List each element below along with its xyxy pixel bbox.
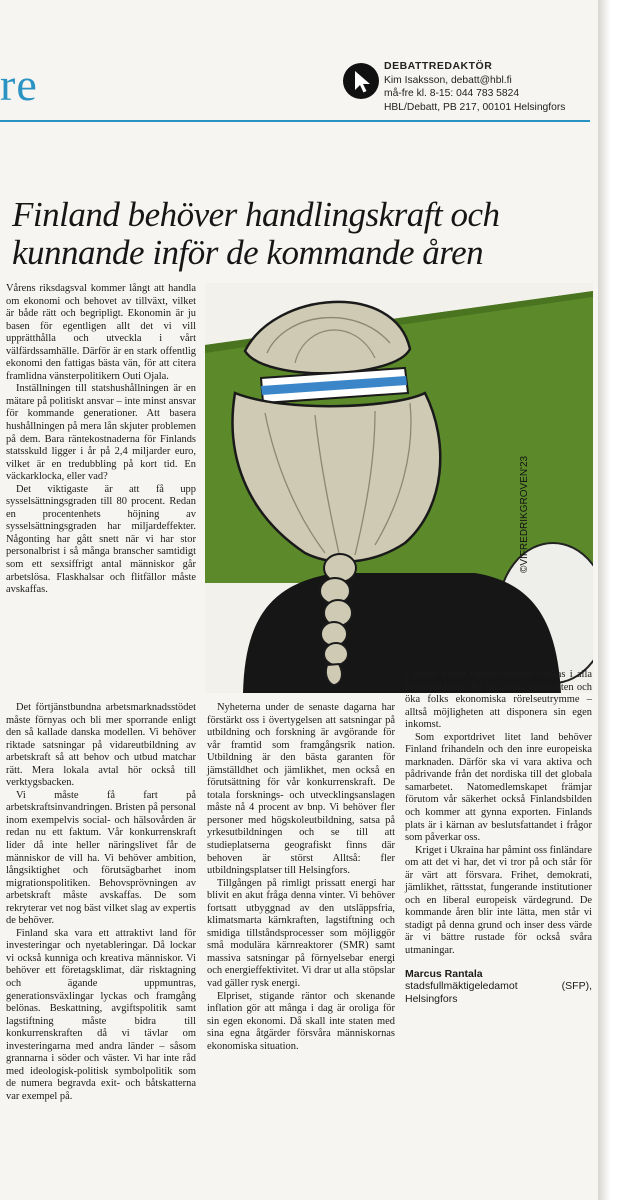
paragraph: Det förtjänstbundna arbetsmarknadsstödet måste förnyas och bli mer sporrande enligt den så kallade danska modellen. Vi behöver riktade satsningar på vidareutbildning av arbetskraft så att behov och utbud matchar rätt. Mera lokala avtal hör också till verktygsbacken.	[6, 702, 196, 789]
article-column-3	[405, 669, 592, 1006]
byline-name: Marcus Rantala	[405, 967, 483, 980]
page-fold	[598, 0, 619, 1200]
desk-title: DEBATTREDAKTÖR	[384, 60, 493, 72]
cursor-arrow-icon	[343, 63, 379, 99]
article-column-1-top	[6, 283, 196, 597]
paragraph: Nyheterna under de senaste dagarna har förstärkt oss i övertygelsen att satsningar på utbildning och forskning är avgörande för vår framtid som framgångsrik nation. Utbildning är den bästa garanten för jämställdhet och jämlikhet, men också en förutsättning för vår konkurrenskraft. De totala forsknings- och utvecklingsanslagen måste nå 4 procent av bnp. Vi behöver fler personer med högskoleutbildning, satsa på yrkesutbildningen och se till att studieplatserna geografiskt finns där behoven är störst Alltså: fler utbildningsplatser till Helsingfors.	[207, 702, 395, 877]
paragraph: Finland ska vara ett attraktivt land för investeringar och nyetableringar. Då lockar vi också kunniga och kreativa människor. Vi behöver ett företagsklimat, där risktagning och ägande uppmuntras, generationsväxlingar lyckas och framgång belönas. Beskattning, avgiftspolitik samt lagstiftning måste bidra till konkurrenskraften då vi tävlar om investeringarna med andra länder – såsom grannarna i söder och väster. Vi har inte råd med ideologisk-politisk symbolpolitik som de numera begravda exit- och båtskatterna var exempel på.	[6, 927, 196, 1102]
paragraph: Det viktigaste är att få upp sysselsättningsgraden till 80 procent. Redan en procentenhets höjning av sysselsättningsgraden har miljardeffekter. Någonting har gått snett när vi har stor personalbrist i så många branscher samtidigt som ett sexsiffrigt antal människor går arbetslösa. Flaskhalsar och flitfällor måste avskaffas.	[6, 483, 196, 596]
header-rule	[0, 120, 590, 122]
desk-contact: Kim Isaksson, debatt@hbl.fi	[384, 74, 512, 86]
paragraph: Som exportdrivet litet land behöver Finland frihandeln och den inre europeiska marknaden. Därför ska vi vara aktiva och pådrivande från det nordiska till det globala samarbetet. Natomedlemskapet främjar förutom vår säkerhet också Finlandsbilden och kommer att gynna exporten. Finlands plats är i kärnan av beslutsfattandet i frågor som påverkar oss.	[405, 731, 592, 844]
article-column-2	[207, 702, 395, 1053]
paragraph: Tillgången på rimligt prissatt energi har blivit en akut fråga denna vinter. Vi behöver fortsatt utbyggnad av den utsläppsfria, klimatsmarta kärnkraften, lagstiftning och smidiga tillståndsprocesser som möjliggör små modulära kärnreaktorer (SMR) samt massiva satsningar på förnyelsebar energi och energieffektivitet. Vi drar ut alla stöpslar vad gäller rysk energi.	[207, 877, 395, 990]
debate-desk-info	[384, 60, 594, 114]
paragraph: Elpriset, stigande räntor och skenande inflation gör att många i dag är oroliga för sin egen ekonomi. Då skall inte staten med sina egna åtgärder försvåra människornas ekonomiska situation.	[207, 990, 395, 1052]
paragraph: Vi måste få fart på arbetskraftsinvandringen. Bristen på personal inom exempelvis social- och hälsovården är redan nu ett faktum. Vår konkurrenskraft lider då inte heller näringslivet får de människor de vill ha. Vi behöver ambition, långsiktighet och förutsägbarhet inom migrationspolitiken. Behovsprövningen av arbetskraft måste avskaffas. De som rekryterar vet nog bäst vilket slag av expertis de behöver.	[6, 789, 196, 927]
paragraph: I stället borde inkomstskatten sänkas i alla inkomstklasser för att stödja köpkraften och öka folks ekonomiska rörelseutrymme – alltså möjligheten att disponera sin egen inkomst.	[405, 669, 592, 731]
editorial-cartoon	[205, 283, 593, 693]
byline-place: Helsingfors	[405, 992, 458, 1005]
paragraph: Vårens riksdagsval kommer långt att handla om ekonomi och behovet av tillväxt, vilket är både rätt och begripligt. Ekonomin är ju basen för egentligen allt det vi vill upprätthålla och utveckla i vårt välfärdssamhälle. Därför är en stark offentlig ekonomi den fattigas bästa vän, för att citera framlidna vänsterpolitikern Outi Ojala.	[6, 283, 196, 382]
section-title-fragment: re	[0, 59, 38, 110]
paragraph: Kriget i Ukraina har påmint oss finländare om att det vi har, det vi tror på och står för är värt att försvara. Frihet, demokrati, jämlikhet, rättsstat, fungerande institutioner och en liberal europeisk värdegrund. De kommande åren blir inte lätta, men står vi stadigt på denna grund och inser dess värde är vi bättre rustade för också svåra utmaningar.	[405, 844, 592, 957]
desk-hours: må-fre kl. 8-15: 044 783 5824	[384, 88, 520, 99]
desk-address: HBL/Debatt, PB 217, 00101 Helsingfors	[384, 101, 566, 113]
article-column-1-bottom	[6, 702, 196, 1104]
article-headline: Finland behöver handlingskraft och kunnande inför de kommande åren	[12, 195, 500, 272]
byline-role: stadsfullmäktigeledamot (SFP),	[405, 980, 592, 993]
paragraph: Inställningen till statshushållningen är en mätare på politiskt ansvar – inte minst ansvar för kommande generationer. Att basera hushållningen på mera lån skjuter problemen på dem. Bara räntekostnaderna för Finlands statsskuld ligger i år på 2,4 miljarder euro, vilket är en tredubbling på kort tid. En väckarklocka, eller vad?	[6, 383, 196, 483]
cartoon-signature: ©VIFREDRIKGROVEN'23	[519, 455, 530, 573]
